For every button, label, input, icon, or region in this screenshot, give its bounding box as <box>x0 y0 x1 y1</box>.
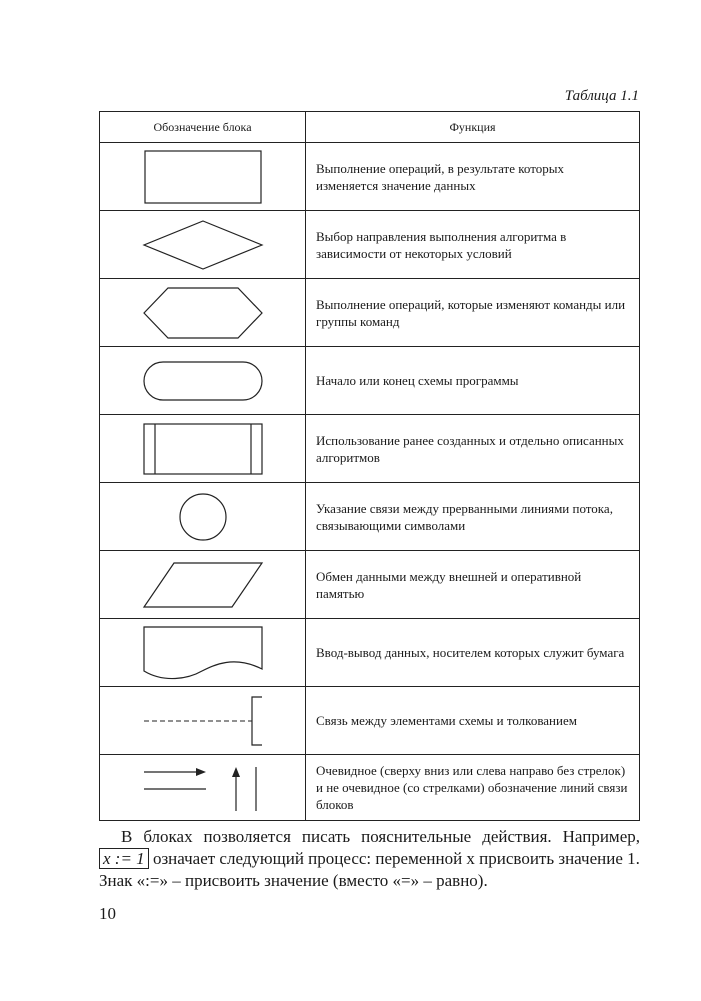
symbol-cell <box>100 211 306 279</box>
symbol-cell <box>100 755 306 821</box>
page-number: 10 <box>99 904 116 923</box>
paragraph-example <box>99 848 640 870</box>
example-assignment-box: x := 1 <box>99 848 149 869</box>
symbol-cell <box>100 143 306 211</box>
function-cell: Выбор направления выполнения алгоритма в зависимости от некоторых условий <box>306 211 640 279</box>
symbol-cell <box>100 687 306 755</box>
data-parallelogram-icon <box>142 561 264 609</box>
table-row <box>100 279 640 347</box>
symbol-cell <box>100 551 306 619</box>
document-wave-icon <box>142 625 264 681</box>
flow-lines-icon <box>142 763 264 813</box>
function-cell: Обмен данными между внешней и оперативной памятью <box>306 551 640 619</box>
process-rectangle-icon <box>143 149 263 205</box>
function-cell: Начало или конец схемы программы <box>306 347 640 415</box>
predefined-process-icon <box>142 422 264 476</box>
function-cell: Указание связи между прерванными линиями потока, связывающими символами <box>306 483 640 551</box>
header-symbol: Обозначение блока <box>100 112 306 143</box>
table-row <box>100 347 640 415</box>
function-cell: Выполнение операций, в результате которых изменяется значение данных <box>306 143 640 211</box>
symbol-cell <box>100 347 306 415</box>
comment-bracket-icon <box>142 694 264 748</box>
connector-circle-icon <box>177 491 229 543</box>
function-cell: Использование ранее созданных и отдельно описанных алгоритмов <box>306 415 640 483</box>
example-explanation: означает следующий процесс: переменной x присвоить значение 1. <box>148 849 640 868</box>
header-function: Функция <box>306 112 640 143</box>
paragraph-assignment-sign: Знак «:=» – присвоить значение (вместо «=» – равно). <box>99 871 488 890</box>
symbol-cell <box>100 483 306 551</box>
table-row <box>100 619 640 687</box>
table-row <box>100 551 640 619</box>
table-row <box>100 483 640 551</box>
flowchart-symbols-table <box>99 111 640 821</box>
function-cell: Ввод-вывод данных, носителем которых служит бумага <box>306 619 640 687</box>
decision-diamond-icon <box>142 219 264 271</box>
table-header-row <box>100 112 640 143</box>
table-row <box>100 755 640 821</box>
symbol-cell <box>100 619 306 687</box>
symbol-cell <box>100 415 306 483</box>
paragraph-intro: В блоках позволяется писать пояснительные действия. Например, <box>121 827 640 846</box>
terminator-rounded-icon <box>142 360 264 402</box>
function-cell: Очевидное (сверху вниз или слева направо без стрелок) и не очевидное (со стрелками) обозначение линий связи блоков <box>306 755 640 821</box>
table-row <box>100 211 640 279</box>
function-cell: Выполнение операций, которые изменяют команды или группы команд <box>306 279 640 347</box>
function-cell: Связь между элементами схемы и толкованием <box>306 687 640 755</box>
table-caption: Таблица 1.1 <box>564 88 639 104</box>
table-row <box>100 687 640 755</box>
table-row <box>100 415 640 483</box>
preparation-hexagon-icon <box>142 286 264 340</box>
symbol-cell <box>100 279 306 347</box>
table-row <box>100 143 640 211</box>
